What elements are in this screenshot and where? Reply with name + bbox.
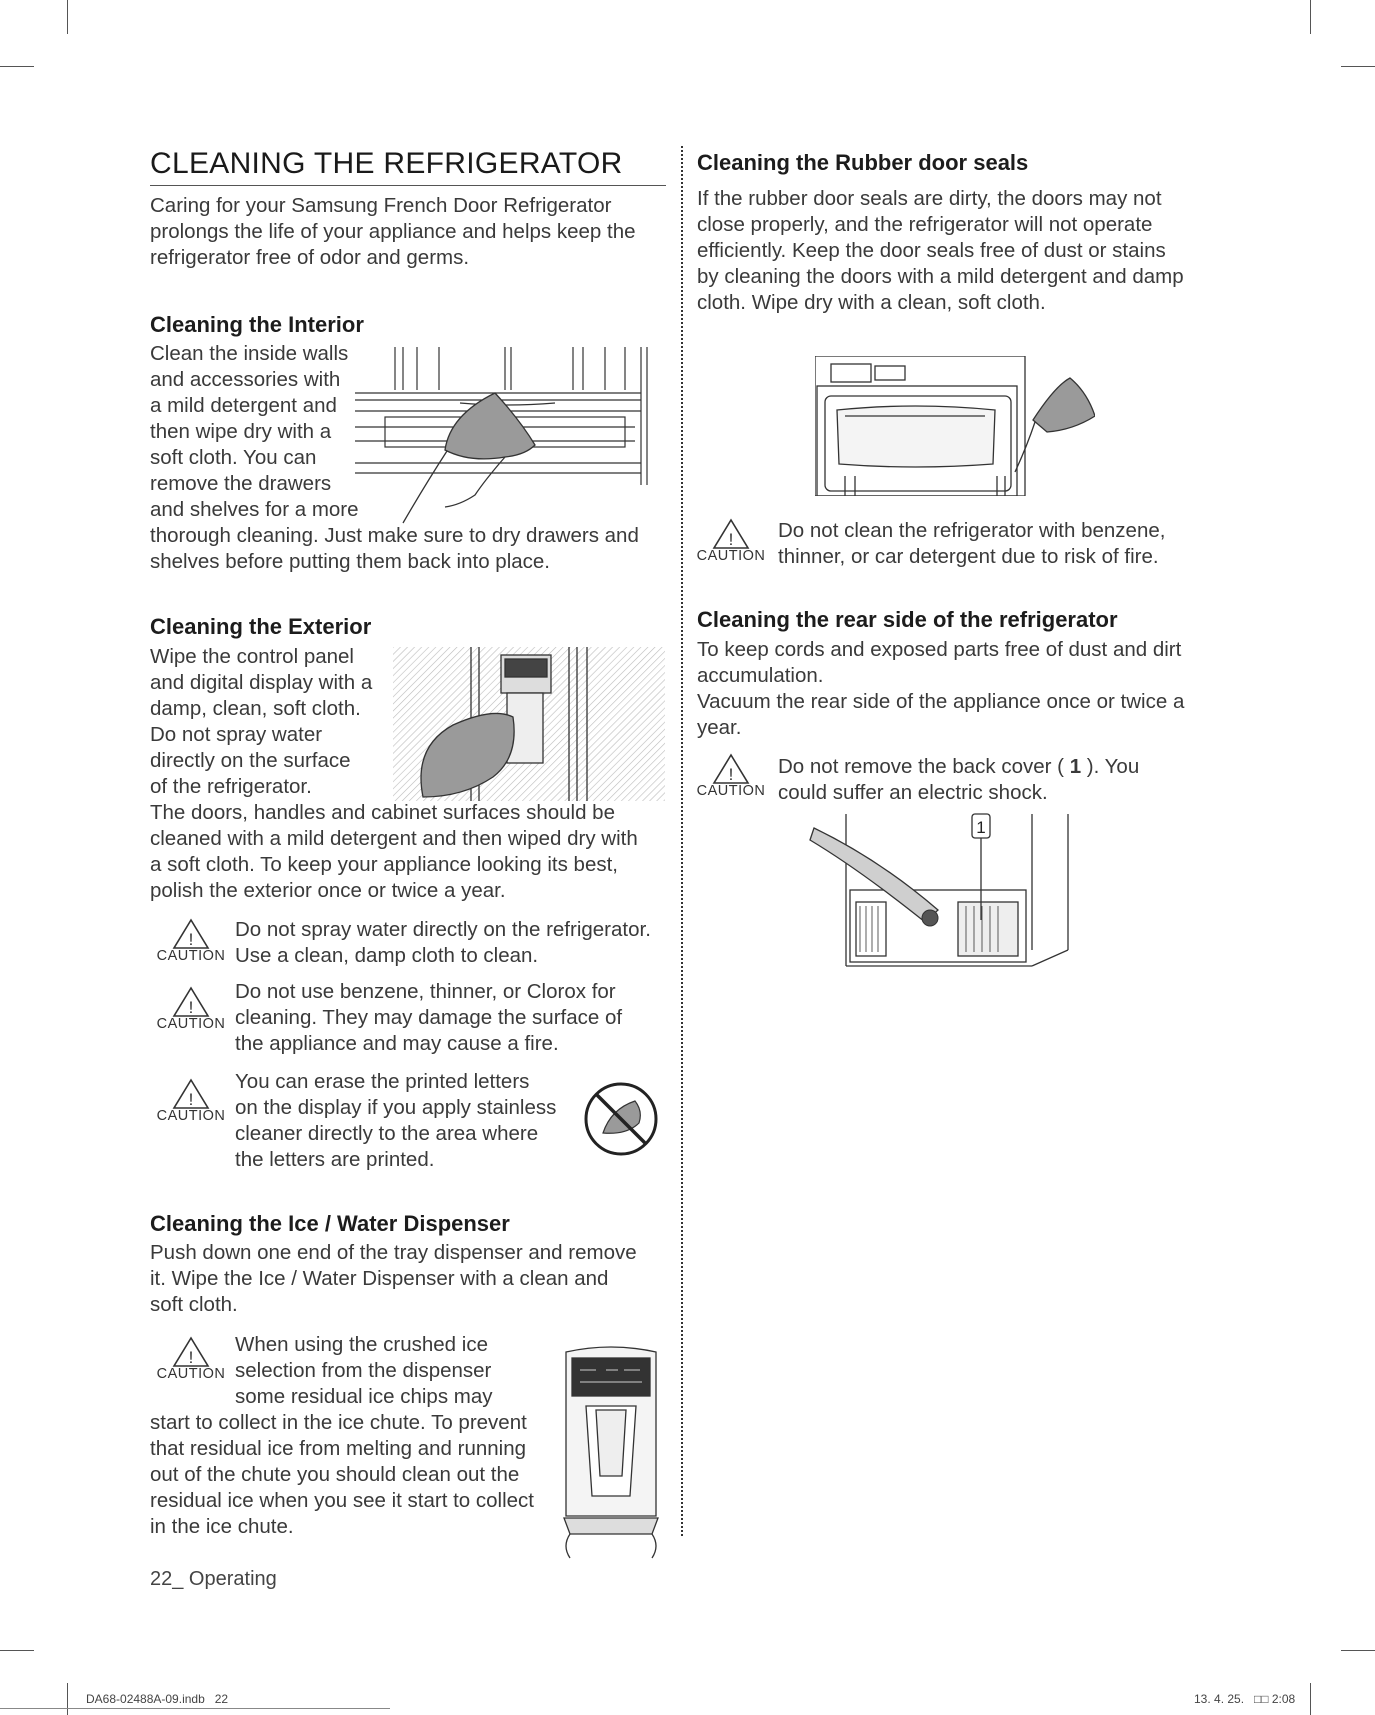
caution-label: CAUTION — [156, 1366, 226, 1382]
section-name: _ Operating — [172, 1568, 277, 1590]
text-line: Use a clean, damp cloth to clean. — [235, 944, 539, 967]
warning-triangle-icon — [172, 1336, 210, 1368]
text-line: You can erase the printed letters — [235, 1070, 530, 1093]
text-line: Do not use benzene, thinner, or Clorox for — [235, 980, 616, 1003]
text-line: cleaned with a mild detergent and then wiped dry with — [150, 827, 638, 850]
caution-label: CAUTION — [156, 1016, 226, 1032]
text-line: shelves before putting them back into place. — [150, 550, 550, 573]
caution-label: CAUTION — [156, 1108, 226, 1124]
caution-badge — [148, 1336, 234, 1382]
text-line: in the ice chute. — [150, 1515, 294, 1538]
text-line: Do not clean the refrigerator with benzene, — [778, 519, 1166, 542]
svg-text:!: ! — [188, 998, 194, 1017]
dispenser-heading: Cleaning the Ice / Water Dispenser — [150, 1211, 510, 1236]
caution-badge — [148, 1078, 234, 1124]
text-line: and digital display with a — [150, 671, 373, 694]
text-line: When using the crushed ice — [235, 1333, 488, 1356]
caution-badge — [148, 918, 234, 964]
caution-text — [235, 979, 622, 1057]
text-line: Push down one end of the tray dispenser and remove — [150, 1241, 637, 1264]
crop-mark — [67, 1683, 68, 1715]
intro-text: Caring for your Samsung French Door Refrigerator prolongs the life of your appliance and helps keep the refrigerator free of odor and germs. — [150, 194, 636, 269]
text-line: directly on the surface — [150, 749, 351, 772]
text-line: and shelves for a more — [150, 498, 359, 521]
text-line: remove the drawers — [150, 472, 332, 495]
text-line: soft cloth. You can — [150, 446, 317, 469]
text-line: a mild detergent and — [150, 394, 337, 417]
seals-text — [697, 186, 1184, 316]
text-line: close properly, and the refrigerator will not operate — [697, 213, 1153, 236]
svg-text:!: ! — [188, 930, 194, 949]
text-line — [778, 754, 1139, 780]
interior-heading: Cleaning the Interior — [150, 312, 364, 337]
seals-heading: Cleaning the Rubber door seals — [697, 150, 1029, 175]
text-line: If the rubber door seals are dirty, the doors may not — [697, 187, 1162, 210]
text-line: some residual ice chips may — [235, 1385, 493, 1408]
text-line: The doors, handles and cabinet surfaces should be — [150, 801, 615, 824]
caution-badge — [148, 986, 234, 1032]
svg-text:!: ! — [188, 1348, 194, 1367]
text-line: and accessories with — [150, 368, 341, 391]
callout-reference: 1 — [1069, 755, 1082, 778]
text-line: soft cloth. — [150, 1293, 238, 1316]
caution-text-part: Do not remove the back cover ( — [778, 755, 1070, 778]
text-line: it. Wipe the Ice / Water Dispenser with a clean and — [150, 1267, 609, 1290]
caution-badge — [688, 518, 774, 564]
crop-mark — [1310, 1683, 1311, 1715]
text-line: of the refrigerator. — [150, 775, 312, 798]
text-line: efficiently. Keep the door seals free of dust or stains — [697, 239, 1166, 262]
text-line: year. — [697, 716, 742, 739]
text-line: Do not spray water — [150, 723, 323, 746]
text-line: cloth. Wipe dry with a clean, soft cloth. — [697, 291, 1046, 314]
text-line: damp, clean, soft cloth. — [150, 697, 361, 720]
text-line: Do not spray water directly on the refrigerator. — [235, 918, 651, 941]
text-line: selection from the dispenser — [235, 1359, 492, 1382]
text-line: Vacuum the rear side of the appliance once or twice a — [697, 690, 1185, 713]
text-line: polish the exterior once or twice a year. — [150, 879, 506, 902]
text-line: cleaner directly to the area where — [235, 1122, 539, 1145]
print-file-info: DA68-02488A-09.indb 22 — [86, 1692, 229, 1706]
dispenser-text — [150, 1240, 637, 1318]
text-line: by cleaning the doors with a mild detergent and damp — [697, 265, 1184, 288]
text-line: the letters are printed. — [235, 1148, 435, 1171]
warning-triangle-icon — [172, 986, 210, 1018]
exterior-heading: Cleaning the Exterior — [150, 614, 372, 639]
crop-mark — [0, 1650, 34, 1651]
prohibited-icon — [583, 1081, 659, 1157]
callout-number: 1 — [976, 818, 986, 837]
crop-mark — [1310, 0, 1311, 34]
text-line: Wipe the control panel — [150, 645, 354, 668]
rear-text — [697, 637, 1184, 741]
warning-triangle-icon — [172, 1078, 210, 1110]
caution-label: CAUTION — [696, 783, 766, 799]
crop-mark — [0, 66, 34, 67]
caution-text — [778, 754, 1139, 806]
text-line: a soft cloth. To keep your appliance looking its best, — [150, 853, 618, 876]
text-line: out of the chute you should clean out the — [150, 1463, 520, 1486]
column-divider — [681, 146, 683, 1536]
caution-text — [235, 917, 651, 969]
text-line: residual ice when you see it start to collect — [150, 1489, 534, 1512]
crop-mark — [1341, 66, 1375, 67]
text-line: To keep cords and exposed parts free of dust and dirt — [697, 638, 1182, 661]
page-title: CLEANING THE REFRIGERATOR — [150, 147, 623, 180]
text-line: on the display if you apply stainless — [235, 1096, 557, 1119]
text-line: that residual ice from melting and running — [150, 1437, 527, 1460]
rear-heading: Cleaning the rear side of the refrigerator — [697, 607, 1118, 632]
caution-label: CAUTION — [696, 548, 766, 564]
caution-text-part: ). You — [1081, 755, 1140, 778]
crop-mark — [0, 1708, 390, 1709]
exterior-cleaning-illustration — [393, 647, 665, 801]
text-line: then wipe dry with a — [150, 420, 332, 443]
svg-text:!: ! — [188, 1090, 194, 1109]
title-rule — [150, 185, 666, 186]
page-number: 22 — [150, 1568, 173, 1590]
print-timestamp: 13. 4. 25. □□ 2:08 — [1194, 1692, 1296, 1706]
caution-label: CAUTION — [156, 948, 226, 964]
text-line: cleaning. They may damage the surface of — [235, 1006, 623, 1029]
svg-text:!: ! — [728, 530, 734, 549]
svg-text:!: ! — [728, 765, 734, 784]
door-seal-illustration — [815, 356, 1095, 496]
caution-badge — [688, 753, 774, 799]
warning-triangle-icon — [712, 753, 750, 785]
crop-mark — [67, 0, 68, 34]
text-line: thorough cleaning. Just make sure to dry drawers and — [150, 524, 639, 547]
caution-text — [778, 518, 1165, 570]
dispenser-illustration — [556, 1346, 666, 1560]
text-line: could suffer an electric shock. — [778, 781, 1048, 804]
text-line: thinner, or car detergent due to risk of fire. — [778, 545, 1159, 568]
text-line: Clean the inside walls — [150, 342, 349, 365]
page-footer — [150, 1568, 277, 1591]
text-line: start to collect in the ice chute. To prevent — [150, 1411, 527, 1434]
text-line: the appliance and may cause a fire. — [235, 1032, 559, 1055]
warning-triangle-icon — [712, 518, 750, 550]
warning-triangle-icon — [172, 918, 210, 950]
interior-cleaning-illustration — [355, 345, 667, 525]
rear-cover-illustration — [800, 810, 1080, 970]
dispenser-text-continued — [150, 1410, 534, 1540]
text-line: accumulation. — [697, 664, 824, 687]
caution-text — [235, 1069, 556, 1173]
crop-mark — [1341, 1650, 1375, 1651]
intro-paragraph — [150, 193, 670, 271]
caution-text — [235, 1332, 493, 1410]
